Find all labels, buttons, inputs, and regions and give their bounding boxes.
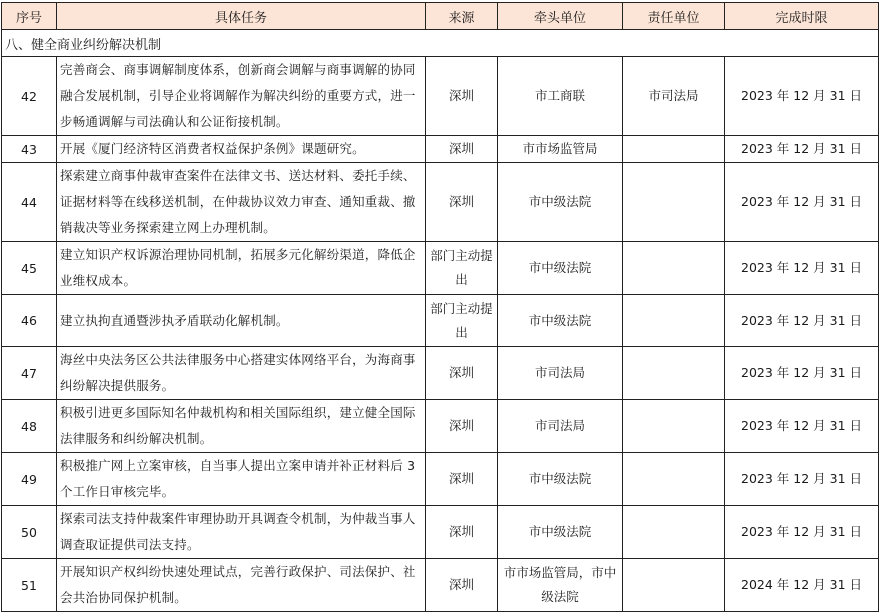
section-row	[2, 30, 879, 57]
row-task: 积极推广网上立案审核，自当事人提出立案申请并补正材料后 3 个工作日审核完毕。	[57, 453, 426, 506]
row-task: 海丝中央法务区公共法律服务中心搭建实体网络平台，为海商事纠纷解决提供服务。	[57, 347, 426, 400]
table-row	[2, 506, 879, 559]
row-no: 42	[2, 57, 57, 136]
row-lead: 市市场监管局	[498, 136, 623, 163]
row-responsible	[623, 163, 725, 242]
row-responsible	[623, 453, 725, 506]
row-task: 建立执拘直通暨涉执矛盾联动化解机制。	[57, 295, 426, 347]
row-lead: 市中级法院	[498, 295, 623, 347]
row-lead: 市市场监管局，市中级法院	[498, 559, 623, 612]
row-responsible	[623, 347, 725, 400]
row-deadline: 2023 年 12 月 31 日	[725, 163, 879, 242]
row-no: 46	[2, 295, 57, 347]
row-lead: 市工商联	[498, 57, 623, 136]
row-task: 建立知识产权诉源治理协同机制，拓展多元化解纷渠道，降低企业维权成本。	[57, 242, 426, 295]
row-lead: 市中级法院	[498, 242, 623, 295]
row-deadline: 2024 年 12 月 31 日	[725, 559, 879, 612]
row-responsible	[623, 295, 725, 347]
row-deadline: 2023 年 12 月 31 日	[725, 136, 879, 163]
row-deadline: 2023 年 12 月 31 日	[725, 506, 879, 559]
table-row	[2, 347, 879, 400]
row-no: 47	[2, 347, 57, 400]
row-source: 深圳	[426, 163, 498, 242]
row-source: 深圳	[426, 506, 498, 559]
table-row	[2, 400, 879, 453]
table-row	[2, 295, 879, 347]
table-row	[2, 57, 879, 136]
row-lead: 市中级法院	[498, 506, 623, 559]
row-deadline: 2023 年 12 月 31 日	[725, 347, 879, 400]
row-deadline: 2023 年 12 月 31 日	[725, 242, 879, 295]
row-source: 深圳	[426, 136, 498, 163]
row-responsible	[623, 242, 725, 295]
row-task: 完善商会、商事调解制度体系，创新商会调解与商事调解的协同融合发展机制，引导企业将调解作为解决纠纷的重要方式，进一步畅通调解与司法确认和公证衔接机制。	[57, 57, 426, 136]
section-title: 八、健全商业纠纷解决机制	[2, 30, 879, 57]
row-source: 深圳	[426, 57, 498, 136]
row-task: 探索建立商事仲裁审查案件在法律文书、送达材料、委托手续、证据材料等在线移送机制，在仲裁协议效力审查、通知重裁、撤销裁决等业务探索建立网上办理机制。	[57, 163, 426, 242]
row-no: 51	[2, 559, 57, 612]
header-task: 具体任务	[57, 3, 426, 30]
header-responsible: 责任单位	[623, 3, 725, 30]
table-row	[2, 136, 879, 163]
row-source: 深圳	[426, 400, 498, 453]
header-deadline: 完成时限	[725, 3, 879, 30]
row-source: 深圳	[426, 559, 498, 612]
row-deadline: 2023 年 12 月 31 日	[725, 295, 879, 347]
table-row	[2, 242, 879, 295]
row-source: 深圳	[426, 453, 498, 506]
table-row	[2, 559, 879, 612]
row-responsible	[623, 136, 725, 163]
row-source: 深圳	[426, 347, 498, 400]
row-source: 部门主动提出	[426, 295, 498, 347]
row-responsible	[623, 559, 725, 612]
row-task: 探索司法支持仲裁案件审理协助开具调查令机制，为仲裁当事人调查取证提供司法支持。	[57, 506, 426, 559]
row-no: 48	[2, 400, 57, 453]
row-task: 积极引进更多国际知名仲裁机构和相关国际组织，建立健全国际法律服务和纠纷解决机制。	[57, 400, 426, 453]
row-no: 49	[2, 453, 57, 506]
row-task: 开展《厦门经济特区消费者权益保护条例》课题研究。	[57, 136, 426, 163]
row-no: 43	[2, 136, 57, 163]
row-no: 45	[2, 242, 57, 295]
row-lead: 市司法局	[498, 400, 623, 453]
row-lead: 市中级法院	[498, 453, 623, 506]
row-no: 44	[2, 163, 57, 242]
header-row	[2, 3, 879, 30]
row-task: 开展知识产权纠纷快速处理试点，完善行政保护、司法保护、社会共治协同保护机制。	[57, 559, 426, 612]
table-row	[2, 453, 879, 506]
table-row	[2, 163, 879, 242]
header-source: 来源	[426, 3, 498, 30]
row-lead: 市中级法院	[498, 163, 623, 242]
header-no: 序号	[2, 3, 57, 30]
row-responsible: 市司法局	[623, 57, 725, 136]
row-no: 50	[2, 506, 57, 559]
task-table	[1, 2, 879, 612]
row-deadline: 2023 年 12 月 31 日	[725, 57, 879, 136]
row-responsible	[623, 400, 725, 453]
row-source: 部门主动提出	[426, 242, 498, 295]
row-deadline: 2023 年 12 月 31 日	[725, 400, 879, 453]
row-lead: 市司法局	[498, 347, 623, 400]
row-responsible	[623, 506, 725, 559]
row-deadline: 2023 年 12 月 31 日	[725, 453, 879, 506]
header-lead: 牵头单位	[498, 3, 623, 30]
